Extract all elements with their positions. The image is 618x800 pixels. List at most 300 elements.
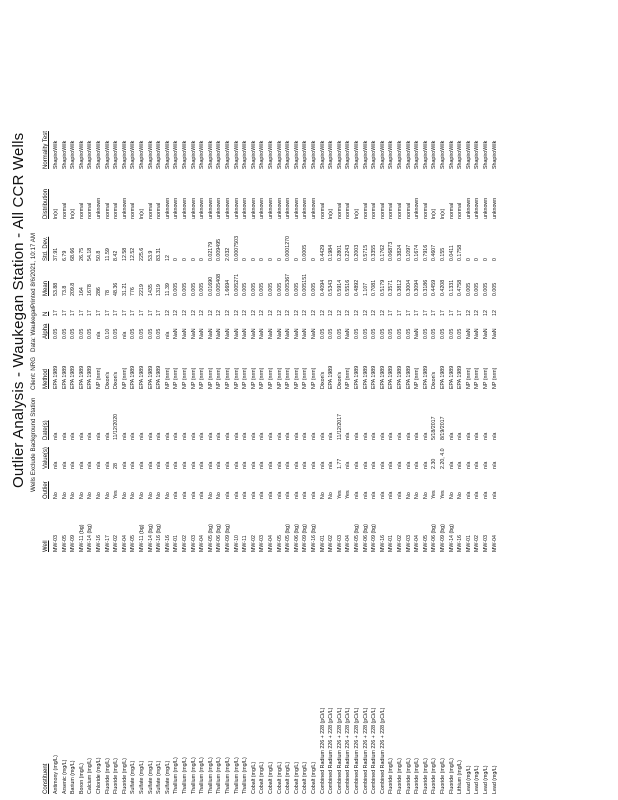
table-cell: NP (nrm) (474, 367, 481, 389)
table-cell: MW-05 (130, 535, 137, 552)
table-cell: 12 (233, 310, 240, 316)
table-cell: NP (nrm) (96, 367, 102, 389)
table-cell: normal (113, 202, 120, 219)
table-cell: n/a (414, 432, 421, 440)
table-cell: NP (nrm) (276, 367, 283, 389)
table-cell: 17 (130, 310, 137, 316)
table-cell: n/a (465, 461, 472, 469)
table-cell: 12.52 (130, 247, 137, 261)
table-cell: NaN (491, 328, 498, 339)
table-cell: 0.05 (388, 328, 395, 339)
table-cell: n/a (182, 432, 188, 440)
table-cell: MW-16 (379, 535, 386, 552)
table-cell: ShapiroWilk (319, 140, 326, 169)
table-cell: n/a (53, 432, 59, 440)
table-cell: 0.0005 (302, 244, 309, 261)
table-cell: 0.005367 (285, 273, 292, 296)
table-cell: 0.3186 (422, 279, 429, 296)
table-cell: Fluoride (mg/L) (448, 758, 455, 794)
table-cell: No (207, 492, 214, 499)
table-cell: 776 (130, 287, 137, 296)
table-cell: NP (nrm) (293, 367, 300, 389)
table-cell: Cobalt (mg/L) (259, 761, 266, 794)
table-cell: 50.8 (96, 250, 102, 261)
table-cell: 17 (53, 310, 59, 316)
table-cell: No (328, 492, 335, 499)
table-cell: NP (nrm) (190, 367, 197, 389)
table-cell: Combined Radium 226 + 228 (pCi/L) (354, 707, 360, 794)
table-row (465, 0, 474, 800)
table-cell: n/a (422, 461, 429, 469)
table-cell: Thallium (mg/L) (233, 757, 240, 794)
table-cell: 26.75 (78, 247, 85, 261)
table-cell: 8/19/2017 (440, 416, 446, 440)
table-row (370, 0, 379, 800)
table-cell: ShapiroWilk (414, 140, 421, 169)
table-cell: 31.21 (121, 282, 128, 296)
table-cell: 0 (250, 258, 257, 261)
table-cell: MW-02 (182, 535, 188, 552)
table-cell: 0 (173, 258, 180, 261)
table-cell: 0 (199, 258, 206, 261)
table-cell: 11.59 (104, 248, 111, 261)
table-cell: 0 (259, 258, 266, 261)
table-cell: 0.4459 (431, 279, 438, 296)
table-cell: MW-17 (104, 535, 111, 552)
table-cell: NP (nrm) (242, 367, 249, 389)
table-cell: 17 (405, 310, 412, 316)
table-cell: NP (nrm) (121, 367, 128, 389)
table-cell: Fluoride (mg/L) (397, 758, 403, 794)
table-cell: Sulfate (mg/L) (139, 760, 145, 794)
table-cell: 12 (250, 310, 257, 316)
table-cell: Combined Radium 226 + 228 (pCi/L) (345, 707, 352, 794)
table-row (473, 0, 482, 800)
table-cell: EPA 1989 (405, 365, 412, 389)
table-cell: Thallium (mg/L) (173, 757, 180, 794)
table-cell: 12 (268, 310, 274, 316)
table-cell: MW-05 (422, 535, 429, 552)
table-cell: n/a (147, 461, 154, 469)
table-cell: 0 (182, 258, 188, 261)
table-cell: ShapiroWilk (53, 140, 59, 169)
table-cell: MW-05 (276, 535, 283, 552)
column-header: Alpha (43, 323, 49, 339)
page-title: Outlier Analysis - Waukegan Station - All CCR Wells (10, 132, 27, 488)
table-cell: NaN (207, 328, 214, 339)
table-cell: ShapiroWilk (354, 140, 360, 169)
table-cell: NP (nrm) (345, 367, 352, 389)
table-cell: EPA 1989 (70, 365, 77, 389)
table-cell: 17 (448, 310, 455, 316)
table-cell: n/a (448, 432, 455, 440)
table-cell: 0.1762 (379, 244, 386, 261)
table-cell: 0.05 (139, 328, 145, 339)
table-cell: 0.0007503 (233, 235, 240, 261)
table-cell: 17 (457, 310, 464, 316)
table-cell: 2.30 (431, 458, 438, 469)
table-cell: 12 (293, 310, 300, 316)
table-cell: n/a (465, 491, 472, 499)
column-header: Distribution (43, 188, 49, 219)
table-cell: ShapiroWilk (336, 140, 343, 169)
table-cell: n/a (259, 461, 266, 469)
table-cell: 12 (491, 310, 498, 316)
table-row (482, 0, 491, 800)
table-cell: MW-03 (190, 535, 197, 552)
subtitle-scope: Wells Exclude Background Station (30, 397, 37, 492)
table-cell: 12 (164, 255, 171, 261)
subtitle-printed: Printed 8/6/2021, 10:17 AM (30, 233, 37, 308)
table-cell: n/a (285, 491, 292, 499)
table-cell: n/a (61, 461, 68, 469)
table-cell: Lead (mg/L) (465, 765, 472, 794)
table-cell: ShapiroWilk (491, 140, 498, 169)
table-cell: MW-01 (465, 535, 472, 552)
table-cell: No (87, 492, 94, 499)
table-cell: n/a (405, 461, 412, 469)
table-cell: 0.3094 (414, 279, 421, 296)
table-cell: 286 (96, 287, 102, 296)
table-cell: n/a (328, 461, 335, 469)
table-cell: n/a (345, 461, 352, 469)
table-cell: normal (61, 202, 68, 219)
column-header: Well (43, 540, 49, 552)
table-cell: ShapiroWilk (130, 140, 137, 169)
table-row (413, 0, 422, 800)
table-cell: NP (nrm) (465, 367, 472, 389)
table-cell: unknown (302, 197, 309, 219)
table-row (138, 0, 147, 800)
table-cell: n/a (233, 432, 240, 440)
table-cell: MW-04 (268, 535, 274, 552)
table-row (353, 0, 362, 800)
table-cell: 0.005408 (216, 273, 223, 296)
table-cell: NaN (268, 328, 274, 339)
table-cell: 0.2243 (345, 244, 352, 261)
table-cell: n/a (268, 432, 274, 440)
table-cell: n/a (293, 432, 300, 440)
table-cell: 209.8 (70, 282, 77, 296)
table-cell: n/a (491, 432, 498, 440)
table-cell: n/a (311, 461, 317, 469)
table-cell: EPA 1989 (147, 365, 154, 389)
table-cell: ShapiroWilk (328, 140, 335, 169)
table-cell: Thallium (mg/L) (199, 757, 206, 794)
table-cell: normal (388, 202, 395, 219)
table-cell: unknown (121, 197, 128, 219)
table-cell: NP (nrm) (225, 367, 231, 389)
table-cell: No (130, 492, 137, 499)
table-cell: 0.01690 (207, 276, 214, 296)
table-cell: Dixon's (319, 371, 326, 389)
table-cell: 1319 (156, 284, 163, 296)
table-cell: MW-04 (199, 535, 206, 552)
table-cell: normal (156, 202, 163, 219)
table-cell: 0.05 (397, 328, 403, 339)
table-cell: No (414, 492, 421, 499)
table-cell: unknown (242, 197, 249, 219)
table-cell: n/a (173, 461, 180, 469)
table-cell: Thallium (mg/L) (216, 757, 223, 794)
table-cell: 0.05 (431, 328, 438, 339)
table-cell: 0.05 (130, 328, 137, 339)
table-cell: n/a (199, 432, 206, 440)
table-cell: MW-03 (405, 535, 412, 552)
table-cell: normal (147, 202, 154, 219)
table-cell: ShapiroWilk (448, 140, 455, 169)
table-cell: 0.005 (242, 282, 249, 296)
table-cell: ShapiroWilk (483, 140, 489, 169)
table-cell: 17 (61, 310, 68, 316)
table-cell: n/a (371, 432, 378, 440)
table-cell: MW-05 (bg) (354, 524, 360, 552)
table-row (284, 0, 293, 800)
table-cell: NaN (345, 328, 352, 339)
table-cell: ln(x) (431, 208, 438, 219)
table-cell: 12 (276, 310, 283, 316)
table-cell: n/a (268, 491, 274, 499)
table-cell: normal (405, 202, 412, 219)
table-cell: n/a (173, 432, 180, 440)
table-cell: NP (nrm) (182, 367, 188, 389)
table-cell: No (319, 492, 326, 499)
table-cell: n/a (474, 432, 481, 440)
table-row (190, 0, 199, 800)
table-cell: n/a (70, 432, 77, 440)
table-cell: 0.2801 (336, 244, 343, 261)
table-row (207, 0, 216, 800)
table-row (448, 0, 457, 800)
table-cell: EPA 1989 (53, 365, 59, 389)
table-cell: n/a (87, 432, 94, 440)
table-cell: Yes (440, 490, 446, 499)
table-cell: 0 (491, 258, 498, 261)
table-cell: n/a (250, 432, 257, 440)
table-row (250, 0, 259, 800)
table-cell: ShapiroWilk (311, 140, 317, 169)
table-cell: Yes (431, 490, 438, 499)
table-cell: n/a (285, 432, 292, 440)
table-cell: 17 (139, 310, 145, 316)
table-cell: Cobalt (mg/L) (268, 761, 274, 794)
table-cell: EPA 1989 (156, 365, 163, 389)
table-cell: EPA 1989 (130, 365, 137, 389)
table-cell: 0.05 (440, 328, 446, 339)
table-cell: MW-05 (bg) (207, 524, 214, 552)
table-cell: 48.36 (113, 282, 120, 296)
table-cell: ShapiroWilk (397, 140, 403, 169)
table-cell: Cobalt (mg/L) (250, 761, 257, 794)
table-cell: n/a (173, 491, 180, 499)
table-cell: MW-09 (70, 535, 77, 552)
table-cell: 0.3004 (405, 279, 412, 296)
table-cell: 0.05 (319, 328, 326, 339)
table-cell: n/a (259, 491, 266, 499)
table-cell: 12.58 (121, 247, 128, 261)
table-cell: n/a (225, 432, 231, 440)
table-cell: Sulfate (mg/L) (130, 760, 137, 794)
table-cell: 0.05 (354, 328, 360, 339)
table-cell: n/a (362, 491, 369, 499)
table-cell: 0.005 (199, 282, 206, 296)
table-cell: Dixon's (113, 371, 120, 389)
table-cell: Lead (mg/L) (491, 765, 498, 794)
table-cell: 0.4429 (319, 244, 326, 261)
table-cell: n/a (302, 432, 309, 440)
table-cell: 83.31 (156, 247, 163, 261)
table-cell: MW-03 (259, 535, 266, 552)
table-cell: ShapiroWilk (173, 140, 180, 169)
table-cell: NaN (414, 328, 421, 339)
table-cell: n/a (242, 432, 249, 440)
table-cell: n/a (354, 491, 360, 499)
table-cell: 0.005 (491, 282, 498, 296)
table-row (69, 0, 78, 800)
table-row (336, 0, 345, 800)
table-cell: n/a (190, 432, 197, 440)
table-cell: 0.005 (276, 282, 283, 296)
table-cell: normal (104, 202, 111, 219)
table-row (344, 0, 353, 800)
table-cell: 0.005 (311, 282, 317, 296)
table-cell: unknown (276, 197, 283, 219)
table-cell: 0.005 (173, 282, 180, 296)
table-cell: No (96, 492, 102, 499)
table-cell: NP (nrm) (233, 367, 240, 389)
table-cell: 17 (414, 310, 421, 316)
table-row (104, 0, 113, 800)
table-cell: ln(x) (53, 208, 59, 219)
table-cell: NaN (285, 328, 292, 339)
table-cell: No (405, 492, 412, 499)
table-cell: NP (nrm) (414, 367, 421, 389)
table-cell: n/a (397, 432, 403, 440)
table-cell: ShapiroWilk (104, 140, 111, 169)
table-cell: n/a (216, 432, 223, 440)
table-cell: n/a (216, 461, 223, 469)
table-cell: No (121, 492, 128, 499)
table-row (61, 0, 70, 800)
table-cell: unknown (414, 197, 421, 219)
table-cell: n/a (268, 461, 274, 469)
table-cell: 11/12/2017 (336, 413, 343, 440)
table-cell: ShapiroWilk (345, 140, 352, 169)
table-cell: No (104, 492, 111, 499)
table-cell: n/a (259, 432, 266, 440)
table-cell: 0.7916 (422, 244, 429, 261)
table-cell: ShapiroWilk (207, 140, 214, 169)
table-cell: NaN (276, 328, 283, 339)
table-cell: n/a (362, 432, 369, 440)
table-row (258, 0, 267, 800)
table-cell: MW-11 (242, 535, 249, 552)
table-cell: 0.7081 (371, 279, 378, 296)
table-cell: ShapiroWilk (78, 140, 85, 169)
table-cell: n/a (190, 491, 197, 499)
table-cell: n/a (121, 461, 128, 469)
table-cell: 225.6 (139, 247, 145, 261)
table-cell: 0.3571 (388, 279, 395, 296)
table-cell: 37.91 (53, 247, 59, 261)
table-cell: n/a (397, 461, 403, 469)
table-cell: n/a (53, 461, 59, 469)
table-cell: NP (nrm) (199, 367, 206, 389)
table-cell: 164 (78, 287, 85, 296)
table-cell: MW-02 (397, 535, 403, 552)
table-cell: 28 (113, 463, 120, 469)
table-cell: NP (nrm) (207, 367, 214, 389)
table-cell: n/a (483, 461, 489, 469)
table-cell: 17 (397, 310, 403, 316)
table-cell: normal (457, 202, 464, 219)
table-cell: Thallium (mg/L) (242, 757, 249, 794)
table-cell: 0.005 (268, 282, 274, 296)
table-row (405, 0, 414, 800)
table-cell: 0.02179 (207, 241, 214, 261)
table-cell: Cobalt (mg/L) (311, 761, 317, 794)
table-cell: 0.05 (379, 328, 386, 339)
table-cell: n/a (362, 461, 369, 469)
table-cell: Boron (mg/L) (78, 763, 85, 794)
table-cell: 0.4607 (431, 244, 438, 261)
table-cell: n/a (233, 461, 240, 469)
table-cell: 17 (440, 310, 446, 316)
table-cell: 1.77 (336, 458, 343, 469)
table-cell: 12 (474, 310, 481, 316)
table-cell: 12 (302, 310, 309, 316)
column-header: Constituent (43, 763, 49, 794)
table-cell: ln(x) (139, 208, 145, 219)
table-cell: 12 (319, 310, 326, 316)
table-cell: 17 (113, 310, 120, 316)
table-cell: NaN (242, 328, 249, 339)
table-cell: ShapiroWilk (164, 140, 171, 169)
table-cell: ShapiroWilk (199, 140, 206, 169)
table-cell: 0.1984 (328, 244, 335, 261)
table-cell: MW-01 (388, 535, 395, 552)
table-cell: n/a (302, 491, 309, 499)
table-cell: n/a (70, 461, 77, 469)
table-cell: n/a (78, 432, 85, 440)
table-row (121, 0, 130, 800)
table-cell: ShapiroWilk (465, 140, 472, 169)
table-cell: n/a (285, 461, 292, 469)
table-cell: 0.5914 (336, 279, 343, 296)
table-cell: normal (371, 202, 378, 219)
table-cell: Fluoride (mg/L) (431, 758, 438, 794)
table-cell: MW-11 (bg) (78, 524, 85, 552)
table-cell: ShapiroWilk (362, 140, 369, 169)
table-cell: n/a (293, 461, 300, 469)
table-cell: NaN (293, 328, 300, 339)
table-cell: MW-01 (319, 535, 326, 552)
table-cell: 17 (87, 310, 94, 316)
table-cell: MW-01 (173, 535, 180, 552)
table-cell: 0 (483, 258, 489, 261)
table-cell: NaN (173, 328, 180, 339)
table-cell: Thallium (mg/L) (190, 757, 197, 794)
table-cell: 11.39 (164, 283, 171, 296)
table-cell: 12 (354, 310, 360, 316)
table-cell: MW-06 (bg) (293, 524, 300, 552)
table-cell: Barium (mg/L) (70, 760, 77, 794)
table-cell: unknown (225, 197, 231, 219)
table-cell: 0.4094 (319, 279, 326, 296)
table-cell: n/a (139, 461, 145, 469)
table-row (276, 0, 285, 800)
table-cell: 0.05 (371, 328, 378, 339)
